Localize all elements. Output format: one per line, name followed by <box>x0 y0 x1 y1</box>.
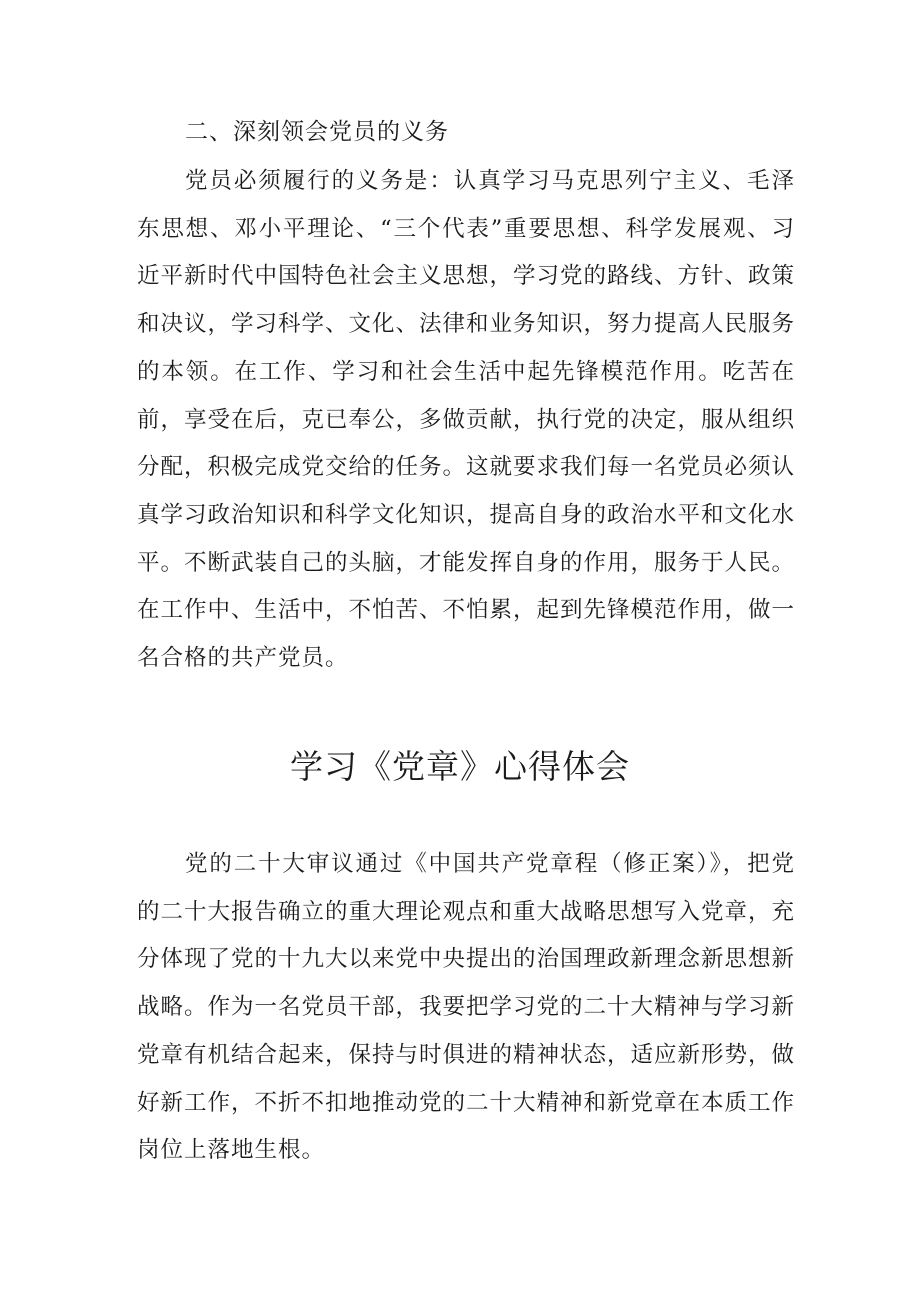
section-heading: 二、深刻领会党员的义务 <box>185 119 449 145</box>
section-paragraph: 党员必须履行的义务是：认真学习马克思列宁主义、毛泽东思想、邓小平理论、“三个代表”重要思想、科学发展观、习近平新时代中国特色社会主义思想，学习党的路线、方针、政策和决议，学习科学、文化、法律和业务知识，努力提高人民服务的本领。在工作、学习和社会生活中起先锋模范作用。吃苦在前，享受在后，克已奉公，多做贡献，执行党的决定，服从组织分配，积极完成党交给的任务。这就要求我们每一名党员必须认真学习政治知识和科学文化知识，提高自身的政治水平和文化水平。不断武装自己的头脑，才能发挥自身的作用，服务于人民。在工作中、生活中，不怕苦、不怕累，起到先锋模范作用，做一名合格的共产党员。 <box>137 168 796 672</box>
article-paragraph: 党的二十大审议通过《中国共产党章程（修正案）》，把党的二十大报告确立的重大理论观点和重大战略思想写入党章，充分体现了党的十九大以来党中央提出的治国理政新理念新思想新战略。作为一名党员干部，我要把学习党的二十大精神与学习新党章有机结合起来，保持与时俱进的精神状态，适应新形势，做好新工作，不折不扣地推动党的二十大精神和新党章在本质工作岗位上落地生根。 <box>137 851 796 1164</box>
article-title: 学习《党章》心得体会 <box>290 747 630 786</box>
